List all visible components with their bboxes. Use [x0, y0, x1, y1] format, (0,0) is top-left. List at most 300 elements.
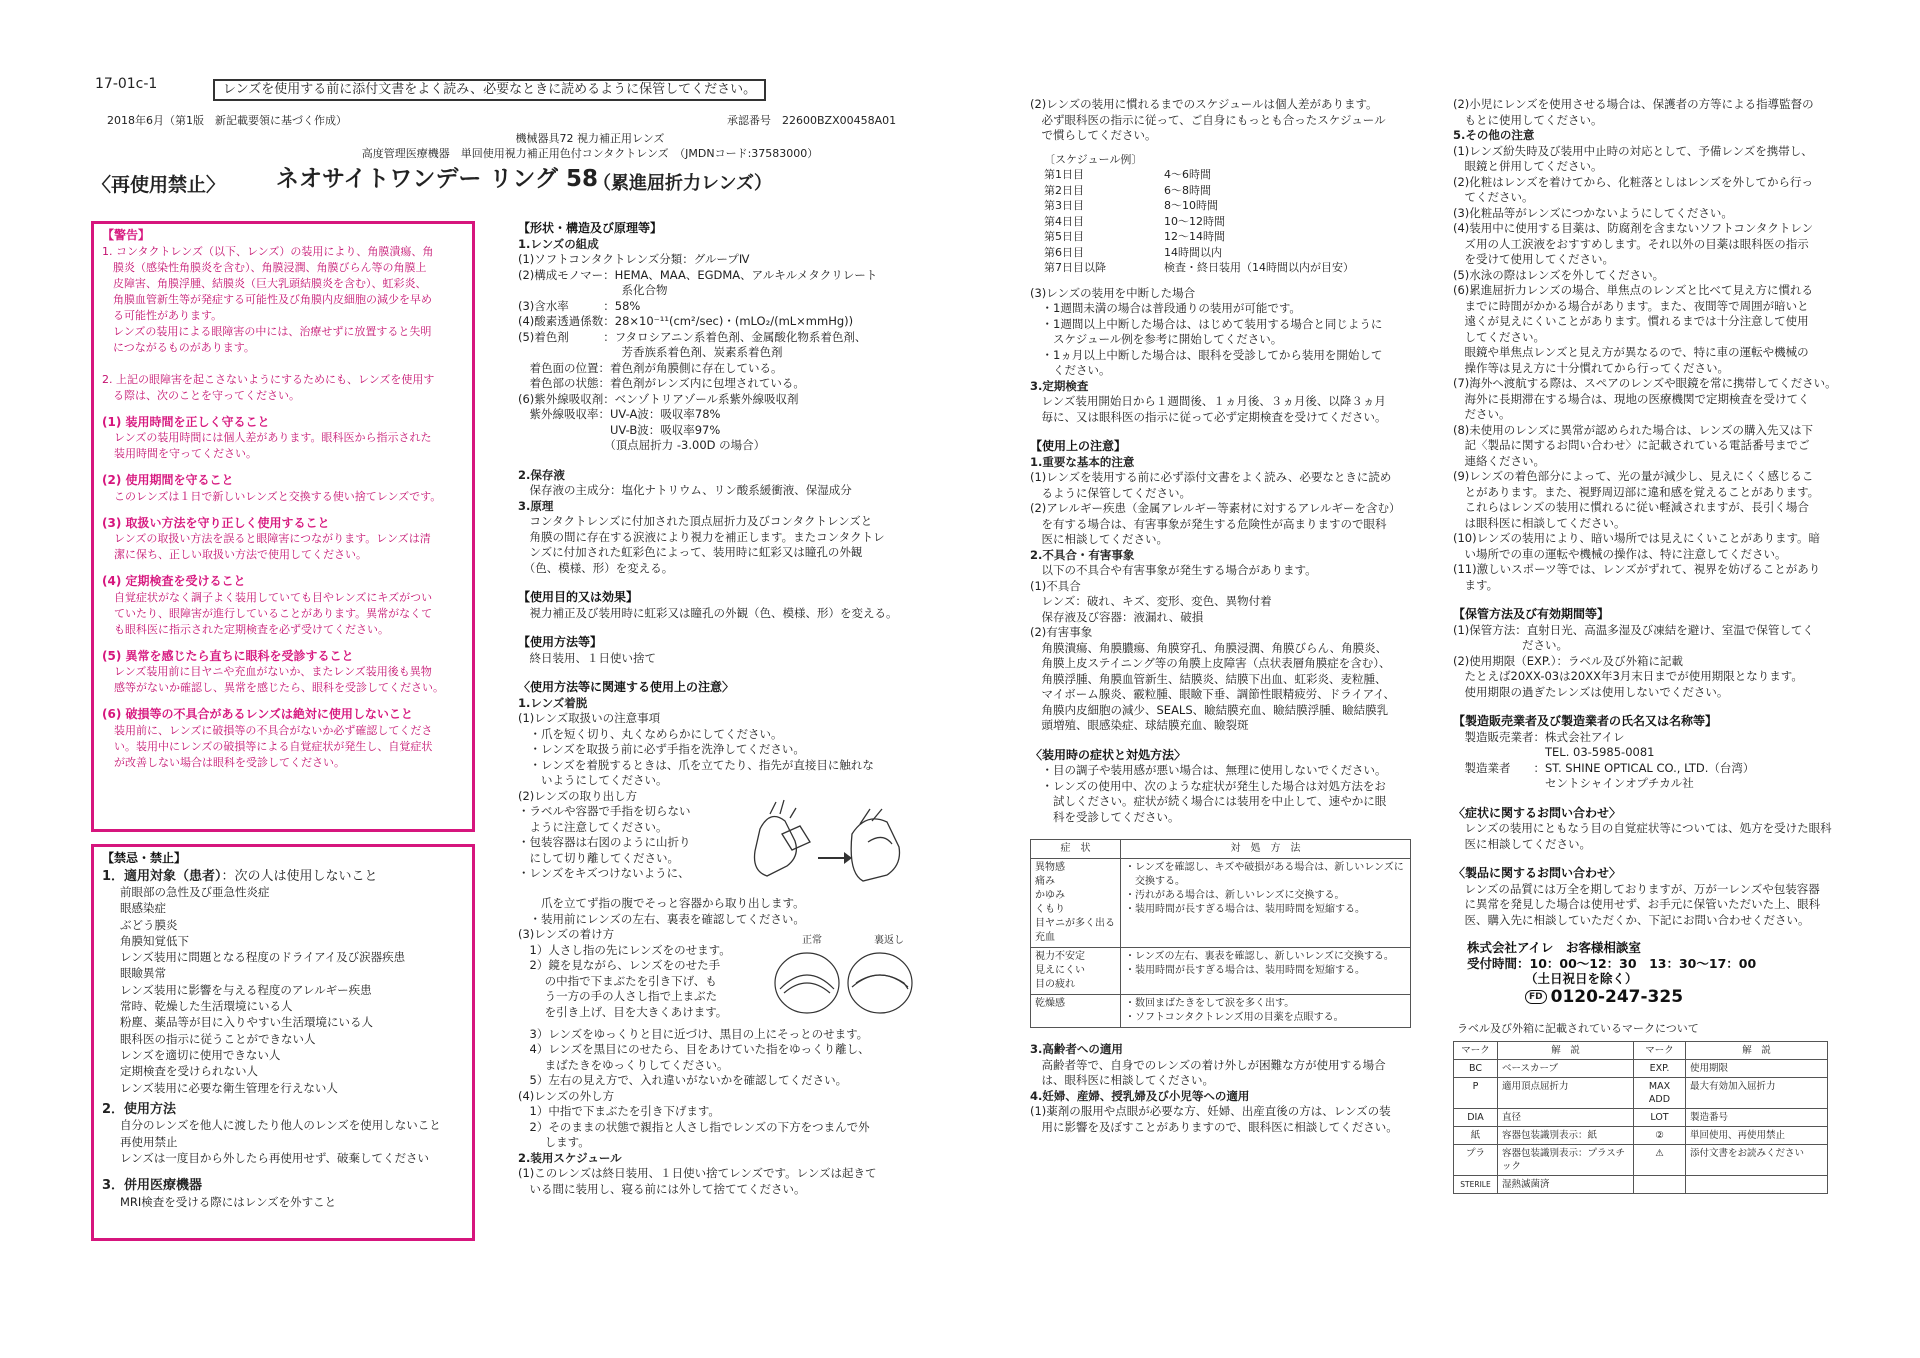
col2-figure1-text	[518, 804, 748, 882]
product-type: （累進屈折力レンズ）	[593, 173, 773, 194]
warning-item-title: (3) 取扱い方法を守り正しく使用すること	[102, 515, 330, 530]
remedy-header: 対 処 方 法	[1121, 840, 1411, 859]
symptom-name: 異物感	[1035, 862, 1065, 873]
text-line: いようにしてください。	[518, 773, 668, 787]
schedule-hours: 10〜12時間	[1164, 214, 1225, 228]
warning-item-line: レンズの装用時間には個人差があります。眼科医から指示された	[114, 431, 432, 444]
marks-header-mark-2: マーク	[1634, 1041, 1686, 1059]
marks-header-mark-1: マーク	[1454, 1041, 1498, 1059]
symptom-row	[1031, 859, 1411, 948]
text-line: 科を受診してください。	[1030, 809, 1180, 824]
remedy-line: ・汚れがある場合は、新しいレンズに交換する。	[1125, 890, 1345, 901]
symptom-name: 見えにくい	[1035, 965, 1085, 976]
text-line: 角膜上皮ステイニング等の角膜上皮障害（点状表層角膜症を含む）、	[1030, 656, 1391, 670]
column-4	[1453, 97, 1843, 1194]
text-line: (2)レンズの装用に慣れるまでのスケジュールは個人差があります。	[1030, 97, 1378, 111]
lens-profile-icon	[762, 947, 922, 1017]
schedule-hours: 14時間以内	[1164, 245, 1222, 259]
text-line: (2)有害事象	[1030, 625, 1093, 639]
list-item: 前眼部の急性及び亜急性炎症	[120, 885, 270, 899]
schedule-day: 第7日目以降	[1044, 261, 1106, 274]
subsection-heading: 4.妊婦、産婦、授乳婦及び小児等への適用	[1030, 1088, 1250, 1103]
usage-list	[102, 1117, 464, 1166]
text-line: 保存液及び容器：液漏れ、破損	[1030, 609, 1204, 624]
text-line: TEL. 03-5985-0081	[1453, 745, 1655, 759]
text-line: とがあります。また、視野周辺部に違和感を覚えることがあります。	[1453, 484, 1820, 499]
schedule-hours: 4〜6時間	[1164, 168, 1211, 181]
remedy-line: ・レンズを確認し、キズや破損がある場合は、新しいレンズに	[1125, 862, 1404, 873]
subsection-heading: 2.装用スケジュール	[518, 1150, 622, 1165]
text-line: 系化合物	[518, 283, 668, 297]
text-line: 1）中指で下まぶたを引き下げます。	[518, 1104, 720, 1118]
spacer	[1453, 852, 1843, 866]
schedule-row	[1044, 260, 1354, 276]
text-line: 頭増殖、眼感染症、球結膜充血、瞼裂斑	[1030, 718, 1249, 732]
symptom-cell	[1031, 995, 1121, 1028]
text-line: 保存液の主成分：塩化ナトリウム、リン酸系緩衝液、保湿成分	[518, 483, 852, 497]
usage-notice: レンズを使用する前に添付文書をよく読み、必要なときに読めるように保管してください。	[213, 79, 766, 101]
text-line: ・レンズを取扱う前に必ず手指を洗浄してください。	[518, 742, 805, 756]
text-line: ・レンズを着脱するときは、爪を立てたり、指先が直接目に触れな	[518, 757, 874, 772]
text-line: 芳香族系着色剤、炭素系着色剤	[518, 345, 783, 359]
text-line: (7)海外へ渡航する際は、スペアのレンズや眼鏡を常に携帯してください。	[1453, 376, 1837, 390]
warning-item	[102, 516, 464, 564]
lens-orientation-figure	[762, 933, 922, 1023]
list-item: レンズは一度目から外したら再使用せず、破棄してください	[120, 1150, 429, 1165]
text-line: い場所での車の運転や機械の操作は、特に注意してください。	[1453, 546, 1787, 561]
warning-line: 2. 上記の眼障害を起こさないようにするためにも、レンズを使用す	[102, 372, 435, 386]
approval-number: 承認番号 22600BZX00458A01	[727, 114, 897, 127]
warning-item	[102, 707, 464, 771]
product-name: ネオサイトワンデー リング 58	[276, 166, 598, 192]
text-line: 角膜内皮細胞の減少、SEALS、瞼結膜充血、瞼結膜浮腫、瞼結膜乳	[1030, 702, 1389, 717]
marks-header-desc-1: 解 説	[1498, 1041, 1634, 1059]
schedule-row	[1044, 214, 1354, 230]
schedule-day: 第3日目	[1044, 199, 1084, 212]
text-line: ・装用前にレンズの左右、裏表を確認してください。	[518, 911, 805, 926]
text-line: 操作等は見え方に十分慣れてから行ってください。	[1453, 360, 1729, 375]
warning-line: 角膜血管新生等が発症する可能性及び角膜内皮細胞の減少を早め	[102, 292, 432, 306]
contact-company: 株式会社アイレ お客様相談室	[1467, 940, 1641, 955]
schedule-day: 第2日目	[1044, 183, 1084, 197]
list-item: 再使用禁止	[120, 1134, 178, 1149]
spacer	[1030, 425, 1410, 439]
text-line: ださい。	[1453, 407, 1511, 421]
warning-line: る際は、次のことを守ってください。	[102, 388, 300, 402]
schedule-hours: 8〜10時間	[1164, 199, 1218, 212]
list-item: 常時、乾燥した生活環境にいる人	[120, 999, 293, 1014]
text-line: (2)構成モノマー：HEMA、MAA、EGDMA、アルキルメタクリレート	[518, 267, 878, 282]
text-line: 連絡ください。	[1453, 453, 1545, 468]
target-section-title: 1．適用対象（患者）	[102, 868, 222, 884]
text-line: レンズの装用にともなう目の自覚症状等については、処方を受けた眼科	[1453, 821, 1832, 835]
subsection-heading: 5.その他の注意	[1453, 128, 1535, 142]
text-line: 試しください。症状が続く場合には装用を中止して、速やかに眼	[1030, 794, 1387, 808]
text-line: 眼鏡や単焦点レンズと見え方が異なるので、特に車の運転や機械の	[1453, 345, 1809, 359]
text-line: るように保管してください。	[1030, 485, 1191, 500]
text-line: (4)酸素透過係数：28×10⁻¹¹(cm²/sec)・(mLO₂/(mL×mmHg))	[518, 314, 854, 328]
revision-note: 2018年6月（第1版 新記載要領に基づく作成）	[107, 114, 347, 127]
contact-phone[interactable]: 0120-247-325	[1550, 986, 1684, 1007]
contact-block	[1453, 940, 1843, 1005]
warning-item-line: も眼科医に指示された定期検査を必ず受けてください。	[114, 622, 389, 636]
warning-box	[91, 221, 475, 832]
text-line: ・1週間以上中断した場合は、はじめて装用する場合と同じように	[1030, 316, 1383, 331]
target-section-note: ：次の人は使用しないこと	[221, 868, 378, 884]
spacer	[1453, 700, 1843, 714]
text-line: レンズ装用開始日から１週間後、１ヵ月後、３ヵ月後、以降３ヵ月	[1030, 394, 1386, 408]
schedule-day: 第4日目	[1044, 214, 1084, 228]
warning-item-line: 潔に保ち、正しい取扱い方法で使用してください。	[114, 548, 367, 561]
mark-symbol: DIA	[1454, 1108, 1498, 1126]
symptom-header: 症 状	[1031, 840, 1121, 859]
mark-description	[1686, 1175, 1828, 1193]
text-line: 4）レンズを黒目にのせたら、目をあけていた指をゆっくり離し、	[518, 1042, 870, 1056]
subsection-heading: 2.不具合・有害事象	[1030, 547, 1135, 562]
text-line: ・レンズの使用中、次のような症状が発生した場合は対処方法をお	[1030, 778, 1386, 793]
column-2	[518, 221, 918, 1197]
mark-symbol: BC	[1454, 1059, 1498, 1077]
text-line: (3)レンズの着け方	[518, 927, 615, 941]
remedy-line: 交換する。	[1125, 876, 1185, 887]
text-line: スケジュール例を参考に開始してください。	[1030, 332, 1283, 346]
reuse-prohibited: 〈再使用禁止〉	[92, 174, 226, 196]
warning-title: 【警告】	[102, 228, 151, 242]
warning-line: 膜炎（感染性角膜炎を含む）、角膜浸潤、角膜びらん等の角膜上	[102, 260, 427, 274]
remedy-cell	[1121, 859, 1411, 948]
spacer	[1030, 734, 1410, 748]
marks-row	[1454, 1059, 1828, 1077]
mark-description: 単回使用、再使用禁止	[1686, 1126, 1828, 1144]
text-line: マイボーム腺炎、霰粒腫、眼瞼下垂、調節性眼精疲労、ドライアイ、	[1030, 687, 1396, 701]
contact-hours: 受付時間：10：00〜12：30 13：30〜17：00	[1467, 955, 1757, 971]
symptom-name: 視力不安定	[1035, 951, 1085, 962]
contact-holiday: （土日祝日を除く）	[1525, 971, 1638, 986]
text-line: で慣らしてください。	[1030, 128, 1157, 142]
text-line: (8)未使用のレンズに異常が認められた場合は、レンズの購入先又は下	[1453, 422, 1814, 437]
text-line: 高齢者等で、自身でのレンズの着け外しが困難な方が使用する場合	[1030, 1057, 1386, 1072]
remedy-cell	[1121, 995, 1411, 1028]
symptom-row	[1031, 948, 1411, 995]
text-line: ・1ヵ月以上中断した場合は、眼科を受診してから装用を開始して	[1030, 347, 1383, 362]
text-line: 海外に長期滞在する場合は、現地の医療機関で定期検査を受けてく	[1453, 391, 1810, 406]
text-line: （色、模様、形）を変える。	[518, 560, 674, 575]
schedule-day: 第5日目	[1044, 230, 1084, 243]
mark-symbol: プラ	[1454, 1144, 1498, 1175]
text-line: これらはレンズの装用に慣れるに従い軽減されますが、長引く場合	[1453, 500, 1809, 514]
list-item: 眼瞼異常	[120, 966, 166, 981]
text-line: 使用期限の過ぎたレンズは使用しないでください。	[1453, 684, 1729, 699]
text-line: (1)このレンズは終日装用、１日使い捨てレンズです。レンズは起きて	[518, 1166, 877, 1180]
text-line: します。	[518, 1135, 590, 1149]
section-heading: 〈症状に関するお問い合わせ〉	[1453, 805, 1622, 820]
warning-item-line: 感等がないか確認し、異常を感じたら、眼科を受診してください。	[114, 681, 444, 694]
text-line: ください。	[1030, 363, 1111, 377]
schedule-hours: 検査・終日装用（14時間以内が目安）	[1164, 261, 1354, 274]
mark-symbol: LOT	[1634, 1108, 1686, 1126]
figure-text-line: ・ラベルや容器で手指を切らない	[518, 804, 691, 818]
spacer	[518, 576, 918, 590]
text-line: 医に相談してください。	[1030, 532, 1168, 546]
text-line: (11)激しいスポーツ等では、レンズがずれて、視界を妨げることがあり	[1453, 562, 1821, 576]
warning-item	[102, 574, 464, 638]
symptom-name: 痛み	[1035, 876, 1055, 887]
figure-text-line: ・レンズをキズつけないように、	[518, 866, 690, 880]
figure-text-line: ・包装容器は右図のように山折り	[518, 835, 691, 849]
symptom-name: くもり	[1035, 904, 1065, 915]
subsection-heading: 1.重要な基本的注意	[1030, 454, 1135, 469]
text-line: (2)使用期限（EXP.）：ラベル及び外箱に記載	[1453, 653, 1683, 668]
schedule-title: 〔スケジュール例〕	[1044, 152, 1143, 166]
remedy-line: ・装用時間が長すぎる場合は、装用時間を短縮する。	[1125, 904, 1365, 915]
schedule-day: 第1日目	[1044, 168, 1084, 181]
symptom-name: 目の疲れ	[1035, 979, 1075, 990]
text-line: 用に影響を及ぼすことがありますので、眼科医に相談してください。	[1030, 1119, 1398, 1134]
text-line: たとえば20XX-03は20XX年3月末日までが使用期限となります。	[1453, 669, 1803, 683]
warning-item	[102, 415, 464, 463]
warning-item-title: (6) 破損等の不具合があるレンズは絶対に使用しないこと	[102, 707, 413, 721]
symptom-name: かゆみ	[1035, 890, 1065, 901]
warning-line: る可能性があります。	[102, 308, 223, 322]
text-line: を有する場合は、有害事象が発生する危険性が高まりますので眼科	[1030, 516, 1387, 531]
subsection-heading: 3.高齢者への適用	[1030, 1042, 1123, 1056]
section-heading: 〈使用方法等に関連する使用上の注意〉	[518, 680, 735, 694]
list-item: 眼感染症	[120, 901, 166, 916]
warning-line: につながるものがあります。	[102, 340, 255, 354]
section-heading: 〈製品に関するお問い合わせ〉	[1453, 866, 1622, 880]
figure-text-line: にして切り離してください。	[518, 850, 679, 865]
text-line: (2)レンズの取り出し方	[518, 788, 638, 803]
column-3	[1030, 97, 1410, 1135]
figure-text-line: ように注意してください。	[518, 819, 668, 834]
mark-description: ベースカーブ	[1498, 1059, 1634, 1077]
mark-description: 使用期限	[1686, 1059, 1828, 1077]
remedy-cell	[1121, 948, 1411, 995]
text-line: (9)レンズの着色部分によって、光の量が減少し、見えにくく感じるこ	[1453, 469, 1814, 483]
warning-item-title: (1) 装用時間を正しく守ること	[102, 414, 270, 429]
col2-figure2-text	[518, 943, 763, 1021]
list-item: 粉塵、薬品等が目に入りやすい生活環境にいる人	[120, 1015, 373, 1030]
col2-section-c	[518, 1027, 918, 1198]
text-line: ズ用の人工涙液をおすすめします。それ以外の目薬は眼科医の指示	[1453, 236, 1809, 251]
list-item: レンズ装用に必要な衛生管理を行えない人	[120, 1080, 338, 1095]
text-line: 爪を立てず指の腹でそっと容器から取り出します。	[518, 896, 805, 910]
spacer	[1453, 593, 1843, 607]
text-line: (4)レンズの外し方	[518, 1088, 615, 1103]
warning-line: 皮障害、角膜浮腫、結膜炎（巨大乳頭結膜炎を含む）、虹彩炎、	[102, 276, 427, 290]
mark-symbol: ⚠	[1634, 1144, 1686, 1175]
reverse-label: 裏返し	[874, 934, 904, 946]
schedule-hours: 12〜14時間	[1164, 230, 1225, 243]
warning-item	[102, 649, 464, 697]
text-line: レンズ：破れ、キズ、変形、変色、異物付着	[1030, 594, 1272, 608]
schedule-row	[1044, 229, 1354, 245]
text-line: (6)紫外線吸収剤：ベンゾトリアゾール系紫外線吸収剤	[518, 391, 799, 406]
mark-description: 最大有効加入屈折力	[1686, 1077, 1828, 1108]
symptom-name: 乾燥感	[1035, 998, 1065, 1009]
text-line: (1)保管方法：直射日光、高温多湿及び凍結を避け、室温で保管してく	[1453, 622, 1814, 637]
mark-symbol: STERILE	[1454, 1175, 1498, 1193]
text-line: 角膜の間に存在する涙液により視力を補正します。またコンタクトレ	[518, 529, 885, 544]
col3-section-c	[1030, 1042, 1410, 1135]
symptom-name: 充血	[1035, 932, 1055, 943]
list-item: 角膜知覚低下	[120, 933, 189, 948]
text-line: (1)レンズを装用する前に必ず添付文書をよく読み、必要なときに読め	[1030, 470, 1392, 484]
mark-symbol: 紙	[1454, 1126, 1498, 1144]
list-item: 定期検査を受けられない人	[120, 1064, 258, 1079]
section-heading: 【使用上の注意】	[1030, 439, 1127, 453]
text-line: 製造業者 ：ST. SHINE OPTICAL CO., LTD.（台湾）	[1453, 760, 1755, 775]
text-line: 3）レンズをゆっくりと目に近づけ、黒目の上にそっとのせます。	[518, 1026, 869, 1041]
remedy-line: ・数回まばたきをして涙を多く出す。	[1125, 998, 1295, 1009]
warning-item-line: レンズの取扱い方法を誤ると眼障害につながります。レンズは清	[114, 532, 431, 545]
list-item: MRI検査を受ける際にはレンズを外すこと	[120, 1194, 337, 1209]
warning-item-line: 装用前に、レンズに破損等の不具合がないか必ず確認してくださ	[114, 723, 433, 737]
text-line: 終日装用、１日使い捨て	[518, 650, 656, 665]
section-heading: 【形状・構造及び原理等】	[518, 221, 663, 235]
text-line: ・目の調子や装用感が悪い場合は、無理に使用しないでください。	[1030, 763, 1387, 777]
document-id: 17-01c-1	[95, 76, 158, 92]
text-line: (1)レンズ紛失時及び装用中止時の対応として、予備レンズを携帯し、	[1453, 143, 1813, 158]
figure-text-line: 2）鏡を見ながら、レンズをのせた手	[518, 958, 721, 972]
mark-symbol: P	[1454, 1077, 1498, 1108]
warning-item-line: ていたり、眼障害が進行していることがあります。異常がなくて	[114, 606, 433, 620]
text-line: (1)ソフトコンタクトレンズ分類：グループⅣ	[518, 252, 750, 266]
warning-line	[102, 356, 464, 372]
text-line: 医、購入先に相談していただくか、下記にお問い合わせください。	[1453, 912, 1810, 927]
subsection-heading: 3.定期検査	[1030, 378, 1089, 393]
prohibition-title: 【禁忌・禁止】	[102, 851, 187, 865]
target-list	[102, 884, 464, 1096]
warning-item	[102, 473, 464, 505]
mark-symbol: MAX ADD	[1634, 1077, 1686, 1108]
warning-line: レンズの装用による眼障害の中には、治療せずに放置すると失明	[102, 324, 432, 338]
text-line: 遠くが見えにくいことがあります。慣れるまでは十分注意して使用	[1453, 314, 1809, 328]
text-line: ンズに付加された虹彩色によって、装用時に虹彩又は瞳孔の外観	[518, 545, 863, 559]
spacer	[518, 666, 918, 680]
warning-item-title: (4) 定期検査を受けること	[102, 574, 246, 588]
subsection-heading: 3.原理	[518, 498, 554, 513]
package-opening-illustration	[740, 794, 920, 894]
text-line: は、眼科医に相談してください。	[1030, 1073, 1214, 1087]
marks-header-desc-2: 解 説	[1686, 1041, 1828, 1059]
symptom-name: 目ヤニが多く出る	[1035, 918, 1115, 929]
text-line: レンズの品質には万全を期しておりますが、万が一レンズや包装容器	[1453, 881, 1820, 896]
text-line: いる間に装用し、寝る前には外して捨ててください。	[518, 1181, 806, 1196]
list-item: レンズ装用に問題となる程度のドライアイ及び涙器疾患	[120, 950, 406, 965]
text-line: を受けて使用してください。	[1453, 252, 1614, 266]
schedule-hours: 6〜8時間	[1164, 183, 1211, 197]
list-item: ぶどう膜炎	[120, 917, 178, 932]
marks-row	[1454, 1126, 1828, 1144]
subsection-heading: 2.保存液	[518, 467, 565, 482]
text-line: (1)薬剤の服用や点眼が必要な方、妊婦、出産直後の方は、レンズの装	[1030, 1104, 1391, 1118]
section-heading: 【使用目的又は効果】	[518, 590, 639, 604]
text-line: (2)化粧はレンズを着けてから、化粧落としはレンズを外してから行っ	[1453, 174, 1814, 189]
col3-section-a	[1030, 97, 1410, 144]
text-line: (3)含水率 ：58%	[518, 298, 641, 313]
text-line: ださい。	[1453, 638, 1568, 652]
section-heading: 【使用方法等】	[518, 635, 603, 649]
text-line: 毎に、又は眼科医の指示に従って必ず定期検査を受けてください。	[1030, 409, 1387, 424]
spacer	[1453, 792, 1843, 806]
marks-row	[1454, 1077, 1828, 1108]
text-line: (1)不具合	[1030, 578, 1081, 593]
mark-description: 適用頂点屈折力	[1498, 1077, 1634, 1108]
text-line: 記〈製品に関するお問い合わせ〉に記載されている電話番号までご	[1453, 438, 1810, 452]
warning-item-line: このレンズは１日で新しいレンズと交換する使い捨てレンズです。	[114, 489, 442, 503]
text-line: ・1週間未満の場合は普段通りの装用が可能です。	[1030, 301, 1301, 315]
text-line: 必ず眼科医の指示に従って、ご自身にもっとも合ったスケジュール	[1030, 112, 1386, 127]
text-line: てください。	[1453, 190, 1534, 204]
list-item: 眼科医の指示に従うことができない人	[120, 1031, 316, 1046]
marks-table	[1453, 1041, 1828, 1194]
text-line: (3)レンズの装用を中断した場合	[1030, 285, 1196, 300]
text-line: 視力補正及び装用時に虹彩又は瞳孔の外観（色、模様、形）を変える。	[518, 605, 898, 620]
text-line: コンタクトレンズに付加された頂点屈折力及びコンタクトレンズと	[518, 514, 873, 528]
text-line: (5)水泳の際はレンズを外してください。	[1453, 267, 1665, 282]
col4-section-a	[1453, 97, 1843, 928]
text-line: 眼鏡と併用してください。	[1453, 159, 1603, 173]
col3-section-b	[1030, 286, 1410, 826]
text-line: 角膜浮腫、角膜血管新生、結膜炎、結膜下出血、虹彩炎、麦粒腫、	[1030, 671, 1387, 686]
freedial-icon: FD	[1525, 990, 1547, 1004]
classification-line-1: 機械器具72 視力補正用レンズ	[515, 132, 665, 145]
text-line: (6)累進屈折力レンズの場合、単焦点のレンズと比べて見え方に慣れる	[1453, 283, 1814, 297]
text-line: もとに使用してください。	[1453, 112, 1603, 127]
list-item: レンズ装用に影響を与える程度のアレルギー疾患	[120, 982, 372, 997]
text-line: まばたきをゆっくりしてください。	[518, 1057, 729, 1072]
text-line: 角膜潰瘍、角膜膿瘍、角膜穿孔、角膜浸潤、角膜びらん、角膜炎、	[1030, 640, 1388, 655]
mark-symbol	[1634, 1175, 1686, 1193]
text-line: (2)アレルギー疾患（金属アレルギー等素材に対するアレルギーを含む）	[1030, 501, 1401, 515]
text-line: ます。	[1453, 577, 1499, 592]
remedy-line: ・装用時間が長すぎる場合は、装用時間を短縮する。	[1125, 965, 1365, 976]
list-item: レンズを適切に使用できない人	[120, 1047, 281, 1062]
mark-description: 容器包装識別表示：紙	[1498, 1126, 1634, 1144]
marks-row	[1454, 1175, 1828, 1193]
subsection-heading: 1.レンズの組成	[518, 236, 599, 251]
schedule-row	[1044, 245, 1354, 261]
mark-description: 製造番号	[1686, 1108, 1828, 1126]
col2-section-a	[518, 221, 918, 804]
mark-description: 直径	[1498, 1108, 1634, 1126]
warning-item-line: 自覚症状がなく調子よく装用していても目やレンズにキズがつい	[114, 590, 433, 604]
device-section-title: 3．併用医療機器	[102, 1178, 203, 1194]
remedy-line: ・レンズの左右、裏表を確認し、新しいレンズに交換する。	[1125, 951, 1394, 962]
text-line: (5)着色剤 ：フタロシアニン系着色剤、金属酸化物系着色剤、	[518, 329, 867, 344]
schedule-day: 第6日目	[1044, 245, 1084, 259]
schedule-row	[1044, 167, 1354, 183]
list-item: 自分のレンズを他人に渡したり他人のレンズを使用しないこと	[120, 1118, 441, 1133]
warning-item-line: が改善しない場合は眼科を受診してください。	[114, 755, 345, 769]
usage-section-title: 2．使用方法	[102, 1101, 177, 1117]
symptom-table	[1030, 839, 1411, 1028]
schedule-row	[1044, 198, 1354, 214]
warning-item-line: 装用時間を守ってください。	[114, 447, 257, 460]
prohibition-box	[91, 844, 475, 1241]
warning-item-title: (5) 異常を感じたら直ちに眼科を受診すること	[102, 648, 354, 663]
text-line: 紫外線吸収率：UV-A波：吸収率78%	[518, 407, 721, 421]
schedule-row	[1044, 183, 1354, 199]
text-line: (4)装用中に使用する目薬は、防腐剤を含まないソフトコンタクトレン	[1453, 221, 1814, 235]
text-line: UV-B波：吸収率97%	[518, 422, 721, 437]
text-line: 2）そのままの状態で親指と人さし指でレンズの下方をつまんで外	[518, 1119, 870, 1134]
classification-line-2: 高度管理医療機器 単回使用視力補正用色付コンタクトレンズ （JMDNコード:37583000）	[361, 147, 819, 160]
text-line: に異常を発見した場合は使用せず、お手元に保管いただいた上、眼科	[1453, 897, 1821, 911]
figure-text-line: う一方の手の人さし指で上まぶた	[518, 989, 718, 1003]
mark-symbol: ②	[1634, 1126, 1686, 1144]
